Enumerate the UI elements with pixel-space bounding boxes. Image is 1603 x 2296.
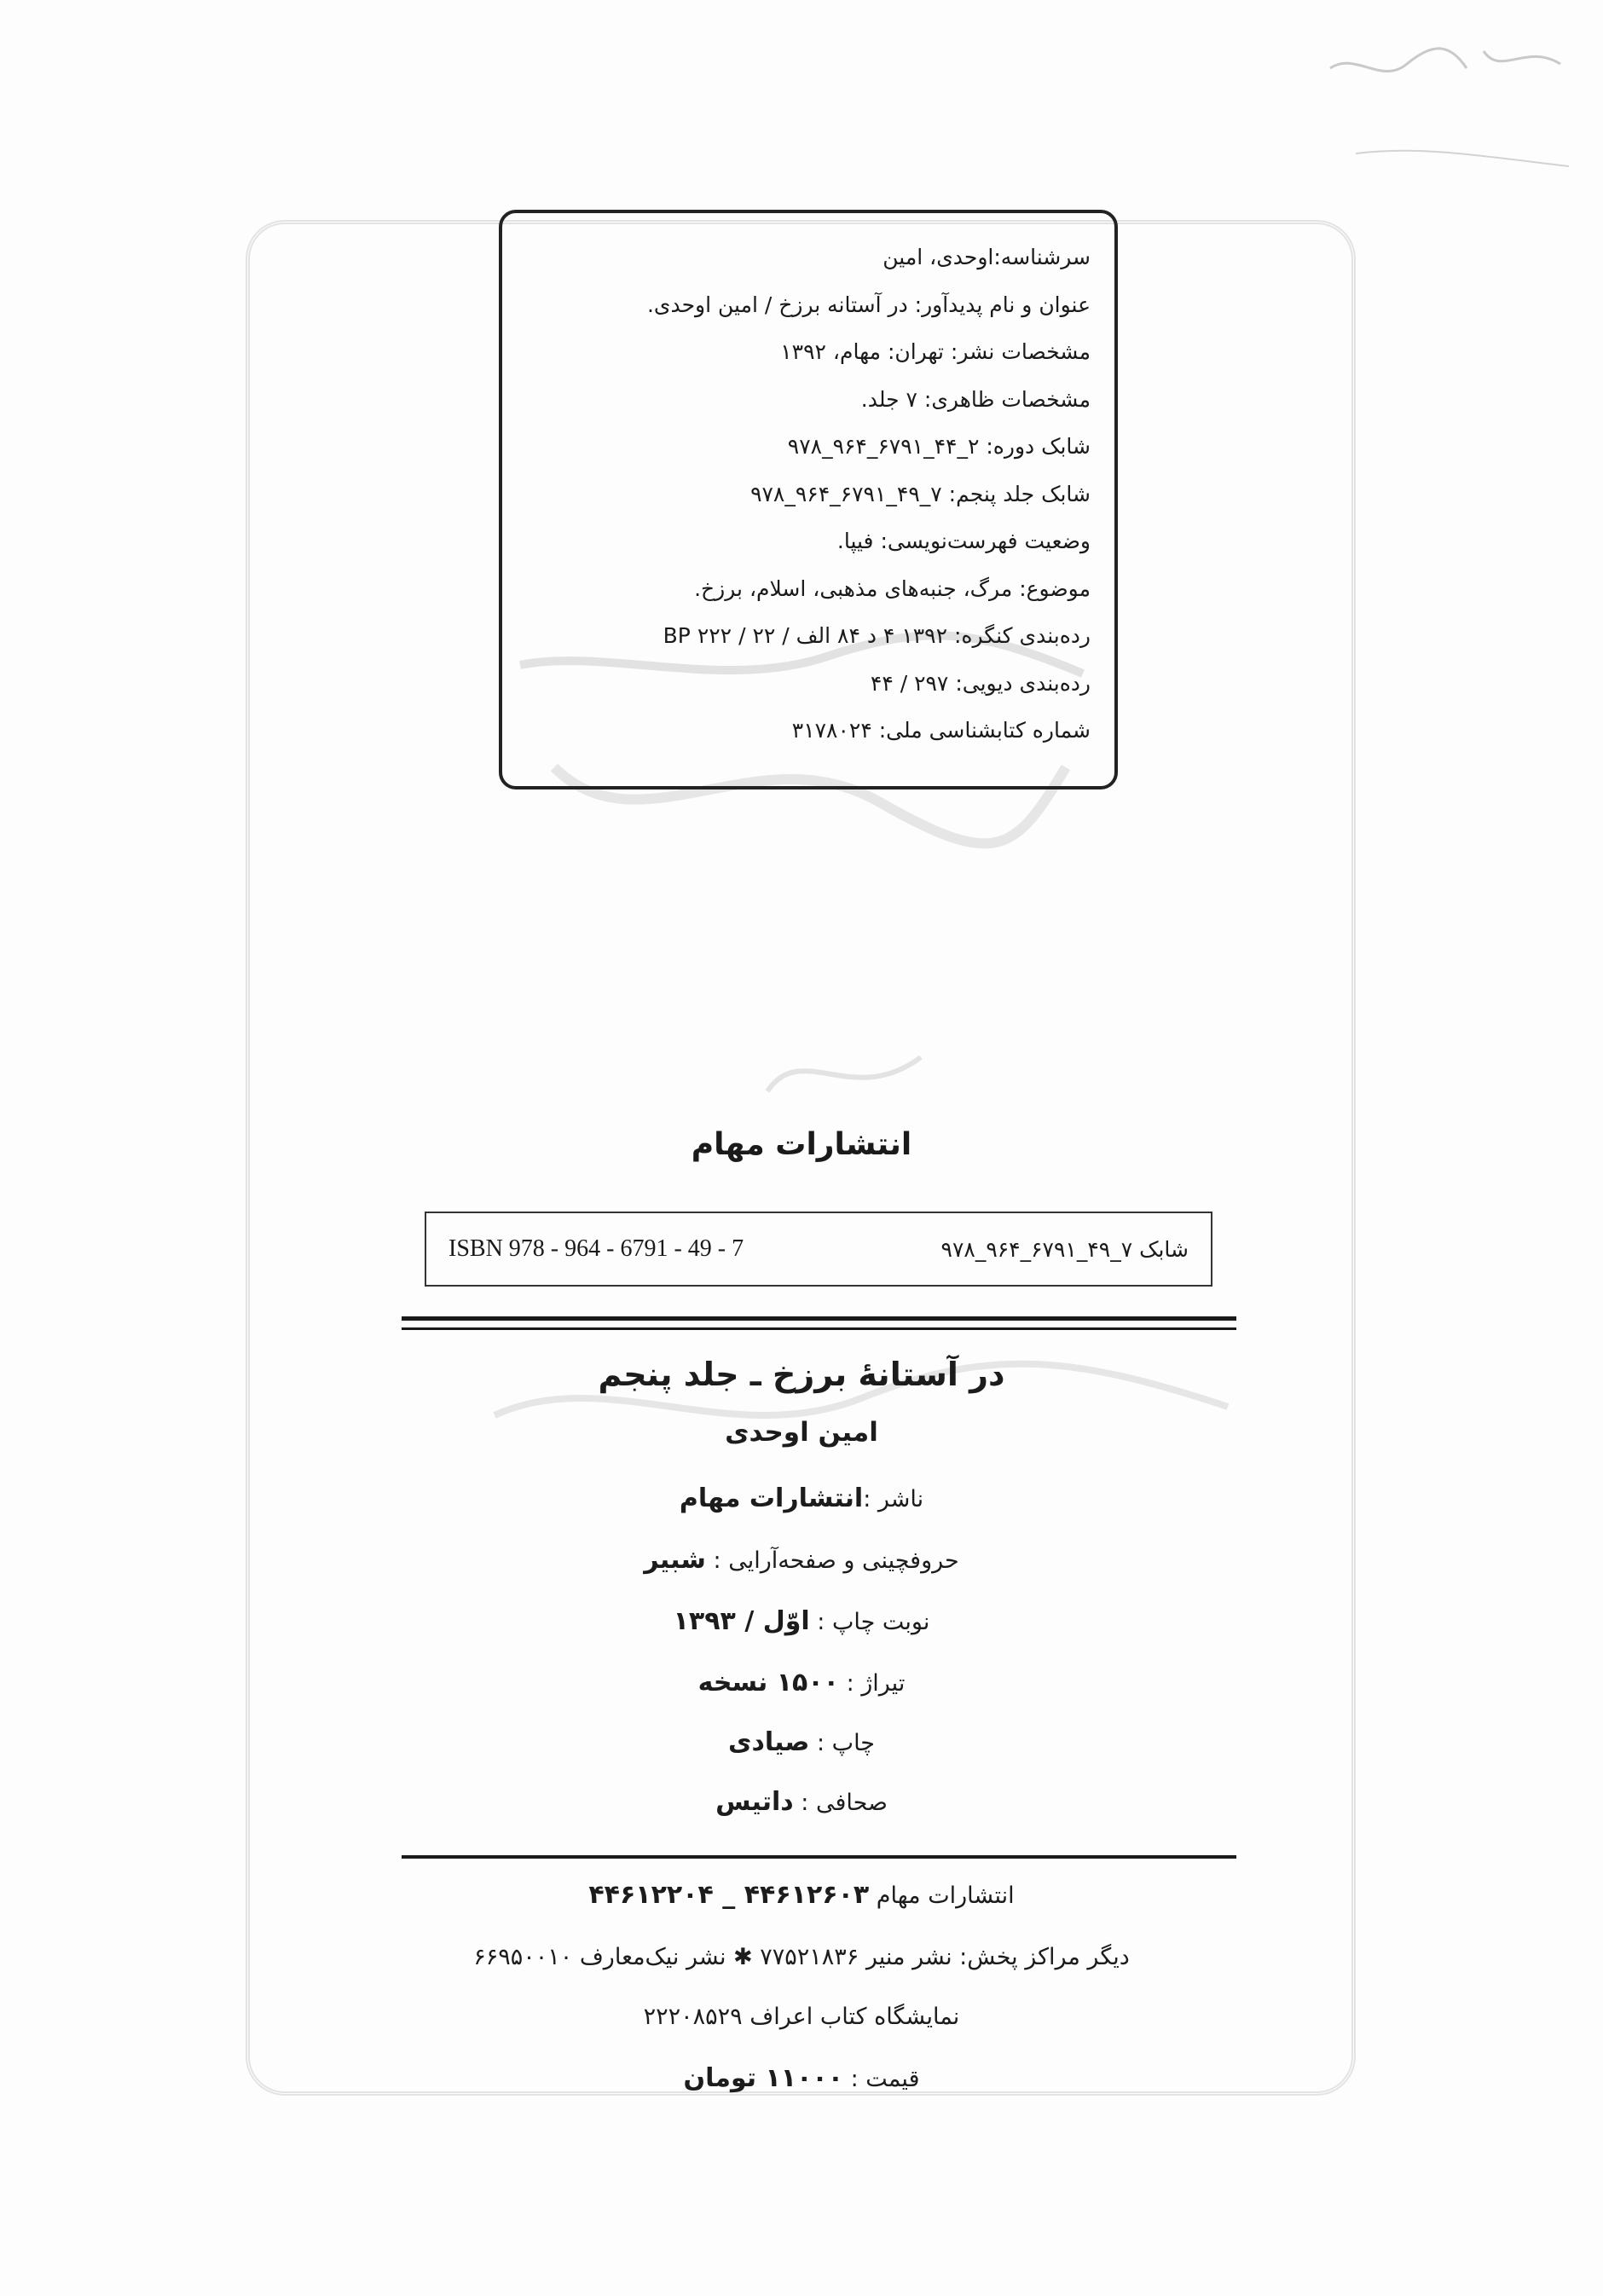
isbn-persian: شابک ۷_۴۹_۶۷۹۱_۹۶۴_۹۷۸	[940, 1236, 1189, 1262]
credit-printer: چاپ : صیادی	[728, 1727, 875, 1757]
credit-publisher: ناشر :انتشارات مهام	[679, 1483, 924, 1513]
cip-line-subject: موضوع: مرگ، جنبه‌های مذهبی، اسلام، برزخ.	[694, 575, 1091, 601]
cip-line-set-isbn: شابک دوره: ۲_۴۴_۶۷۹۱_۹۶۴_۹۷۸	[787, 434, 1091, 459]
cip-line-cataloging-status: وضعیت فهرست‌نویسی: فیپا.	[836, 529, 1091, 553]
footer-divider-rule	[402, 1855, 1236, 1859]
book-author: امین اوحدی	[725, 1417, 878, 1448]
double-divider-rule	[402, 1316, 1236, 1330]
cip-line-physical-description: مشخصات ظاهری: ۷ جلد.	[860, 386, 1091, 412]
credit-typesetting: حروفچینی و صفحه‌آرایی : شبیر	[644, 1545, 959, 1575]
cip-line-publication: مشخصات نشر: تهران: مهام، ۱۳۹۲	[780, 339, 1091, 364]
cip-line-volume-isbn: شابک جلد پنجم: ۷_۴۹_۶۷۹۱_۹۶۴_۹۷۸	[750, 481, 1091, 506]
isbn-box	[425, 1212, 1212, 1287]
footer-book-exhibition: نمایشگاه کتاب اعراف ۲۲۲۰۸۵۲۹	[643, 2004, 960, 2030]
handwritten-scribble	[1322, 17, 1577, 171]
cip-line-main-entry: سرشناسه:اوحدی، امین	[883, 245, 1091, 269]
cip-line-national-bibliography-number: شماره کتابشناسی ملی: ۳۱۷۸۰۲۴	[791, 718, 1091, 743]
footer-publisher-phones: انتشارات مهام ۴۴۶۱۲۶۰۳ _ ۴۴۶۱۲۲۰۴	[588, 1880, 1015, 1910]
book-title: در آستانهٔ برزخ ـ جلد پنجم	[598, 1356, 1005, 1393]
credit-edition: نوبت چاپ : اوّل / ۱۳۹۳	[673, 1606, 930, 1636]
credit-binding: صحافی : داتیس	[715, 1787, 888, 1817]
cip-line-lc-classification: رده‌بندی کنگره: ۱۳۹۲ ۴ د ۸۴ الف / ۲۲ / BP ۲۲۲	[663, 623, 1091, 648]
credit-print-run: تیراژ : ۱۵۰۰ نسخه	[697, 1668, 906, 1697]
cip-line-title-author: عنوان و نام پدیدآور: در آستانه برزخ / امین اوحدی.	[646, 292, 1091, 317]
cip-line-dewey-classification: رده‌بندی دیویی: ۲۹۷ / ۴۴	[870, 670, 1091, 696]
isbn-latin: ISBN 978 - 964 - 6791 - 49 - 7	[448, 1235, 744, 1262]
publisher-heading: انتشارات مهام	[691, 1127, 912, 1162]
footer-distribution-centers: دیگر مراکز پخش: نشر منیر ۷۷۵۲۱۸۳۶ ✱ نشر نیک‌معارف ۶۶۹۵۰۰۱۰	[473, 1944, 1130, 1970]
footer-price: قیمت : ۱۱۰۰۰ تومان	[683, 2063, 920, 2093]
cataloging-in-publication-box	[499, 210, 1118, 789]
